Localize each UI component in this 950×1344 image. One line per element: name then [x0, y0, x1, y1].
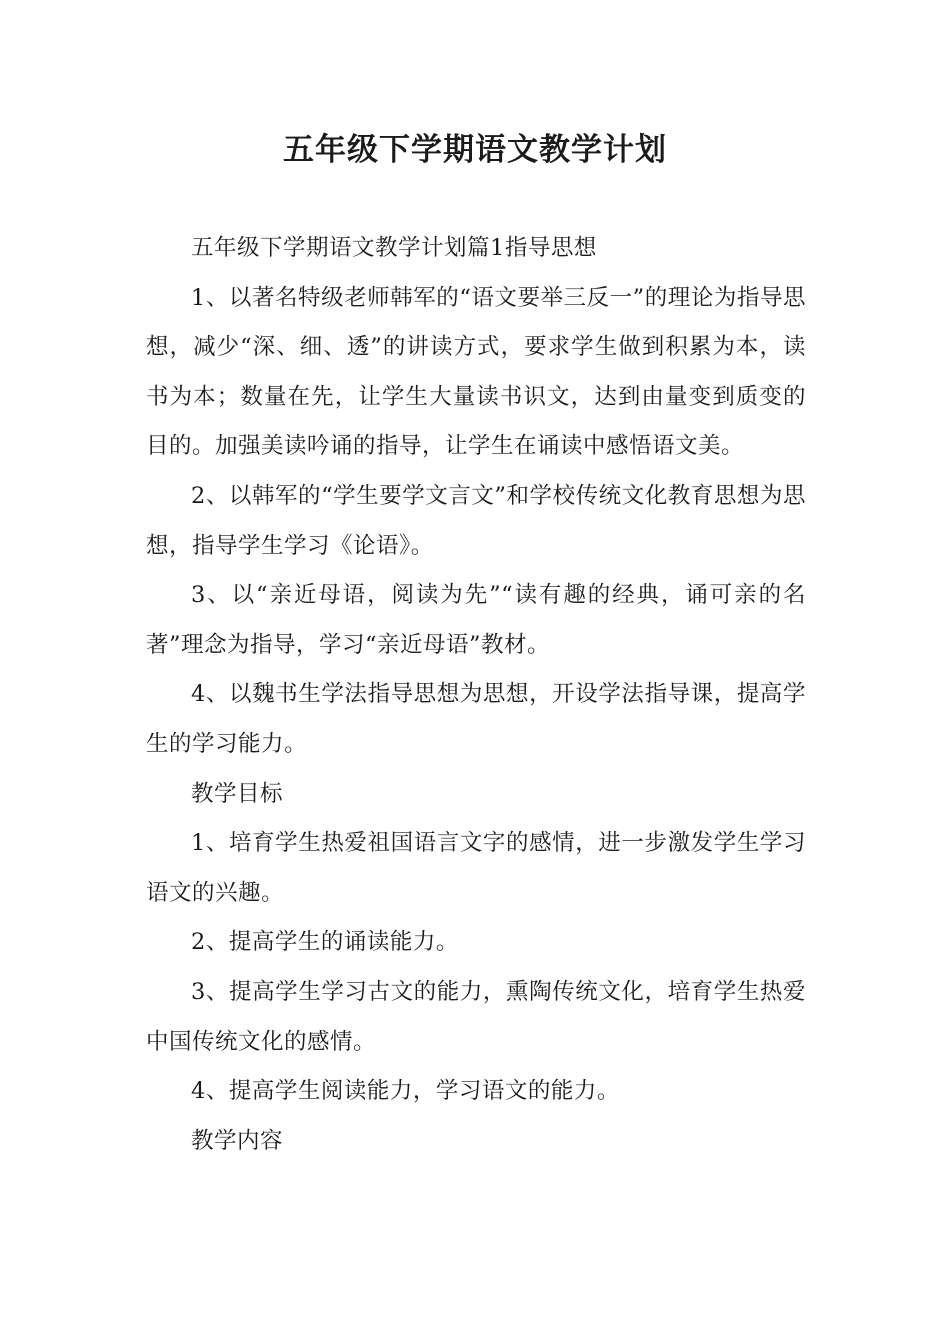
section-heading-content: 教学内容 — [191, 1127, 284, 1154]
paragraph-guiding-2: 2、以韩军的“学生要学文言文”和学校传统文化教育思想为思想，指导学生学习《论语》。 — [146, 482, 806, 559]
paragraph-goal-1: 1、培育学生热爱祖国语言文字的感情，进一步激发学生学习语文的兴趣。 — [146, 830, 806, 906]
paragraph-goal-4: 4、提高学生阅读能力，学习语文的能力。 — [191, 1078, 620, 1105]
document-title: 五年级下学期语文教学计划 — [283, 132, 667, 168]
paragraph-guiding-4: 4、以魏书生学法指导思想为思想，开设学法指导课，提高学生的学习能力。 — [146, 681, 806, 757]
paragraph-guiding-3: 3、以“亲近母语，阅读为先”“读有趣的经典，诵可亲的名著”理念为指导，学习“亲近母语”教材。 — [146, 582, 806, 658]
paragraph-goal-2: 2、提高学生的诵读能力。 — [191, 929, 459, 956]
document-body — [146, 224, 806, 1166]
section-heading-goals: 教学目标 — [191, 780, 284, 807]
paragraph-goal-3: 3、提高学生学习古文的能力，熏陶传统文化，培育学生热爱中国传统文化的感情。 — [146, 978, 806, 1055]
paragraph-heading-intro: 五年级下学期语文教学计划篇1指导思想 — [191, 235, 597, 261]
paragraph-guiding-1: 1、以著名特级老师韩军的“语文要举三反一”的理论为指导思想，减少“深、细、透”的讲读方式，要求学生做到积累为本，读书为本；数量在先，让学生大量读书识文，达到由量变到质变的目的。加强美读吟诵的指导，让学生在诵读中感悟语文美。 — [146, 284, 806, 460]
